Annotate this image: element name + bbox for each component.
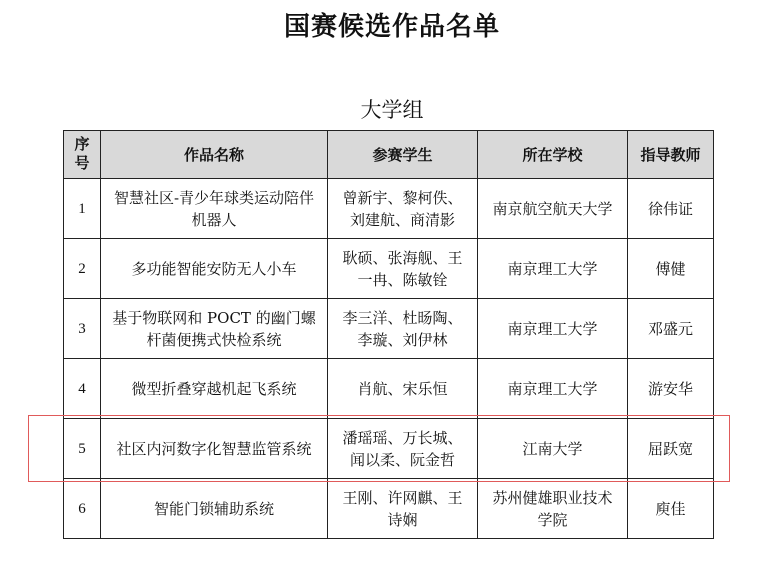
header-num-label: 序号 [74, 135, 90, 172]
header-school: 所在学校 [478, 131, 628, 179]
page-title: 国赛候选作品名单 [283, 12, 500, 42]
row-work: 基于物联网和 POCT 的幽门螺杆菌便携式快检系统 [101, 299, 328, 359]
row-school: 江南大学 [478, 419, 628, 479]
row-teacher: 屈跃宽 [628, 419, 714, 479]
row-school: 苏州健雄职业技术学院 [478, 479, 628, 539]
row-students: 李三洋、杜旸陶、李璇、刘伊林 [328, 299, 478, 359]
group-subtitle: 大学组 [360, 98, 424, 122]
row-students: 曾新宇、黎柯佚、刘建航、商清影 [328, 179, 478, 239]
row-work: 智能门锁辅助系统 [101, 479, 328, 539]
row-teacher: 庾佳 [628, 479, 714, 539]
row-students: 耿硕、张海舰、王一冉、陈敏铨 [328, 239, 478, 299]
row-num: 3 [64, 299, 101, 359]
table-row [64, 239, 714, 299]
row-teacher: 傅健 [628, 239, 714, 299]
header-num [64, 131, 101, 179]
row-school: 南京理工大学 [478, 359, 628, 419]
row-students: 王刚、许网麒、王诗娴 [328, 479, 478, 539]
row-num: 4 [64, 359, 101, 419]
table-row [64, 479, 714, 539]
header-work: 作品名称 [101, 131, 328, 179]
candidate-table [63, 130, 714, 539]
table-row-highlighted [64, 419, 714, 479]
header-teacher: 指导教师 [628, 131, 714, 179]
row-work: 社区内河数字化智慧监管系统 [101, 419, 328, 479]
row-num: 1 [64, 179, 101, 239]
table-row [64, 359, 714, 419]
table-row [64, 299, 714, 359]
table-header-row [64, 131, 714, 179]
row-teacher: 徐伟证 [628, 179, 714, 239]
table-row [64, 179, 714, 239]
row-num: 2 [64, 239, 101, 299]
row-school: 南京航空航天大学 [478, 179, 628, 239]
row-teacher: 游安华 [628, 359, 714, 419]
row-school: 南京理工大学 [478, 299, 628, 359]
row-students: 肖航、宋乐恒 [328, 359, 478, 419]
row-work: 多功能智能安防无人小车 [101, 239, 328, 299]
row-work: 智慧社区-青少年球类运动陪伴机器人 [101, 179, 328, 239]
row-num: 6 [64, 479, 101, 539]
header-students: 参赛学生 [328, 131, 478, 179]
row-num: 5 [64, 419, 101, 479]
row-teacher: 邓盛元 [628, 299, 714, 359]
row-school: 南京理工大学 [478, 239, 628, 299]
row-work: 微型折叠穿越机起飞系统 [101, 359, 328, 419]
row-students: 潘瑶瑶、万长城、闻以柔、阮金哲 [328, 419, 478, 479]
